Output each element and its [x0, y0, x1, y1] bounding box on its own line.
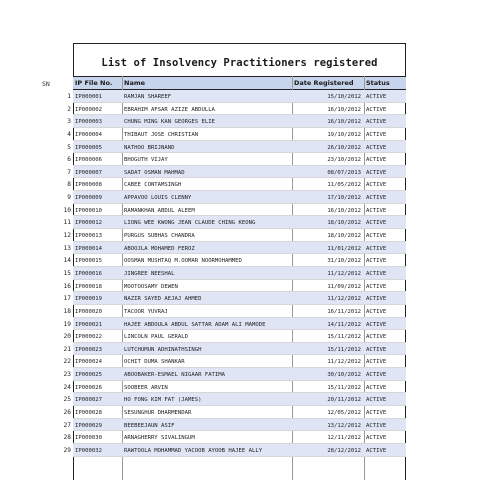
name-cell: HAJEE ABDOULA ABDUL SATTAR ADAM ALI MAMODE — [124, 321, 266, 328]
status-cell: ACTIVE — [366, 435, 387, 442]
date-registered-cell: 11/12/2012 — [327, 359, 361, 366]
page-title: List of Insolvency Practitioners registered — [101, 57, 378, 69]
status-cell: ACTIVE — [366, 144, 387, 151]
status-cell: ACTIVE — [366, 283, 387, 290]
name-cell: OOSMAN MUSHTAQ M.OOMAR NOORMOHAMMED — [124, 258, 242, 265]
date-registered-cell: 16/11/2012 — [327, 308, 361, 315]
ip-file-no-cell: IP000032 — [75, 447, 102, 454]
table-row — [0, 229, 480, 242]
ip-file-no-cell: IP000004 — [75, 131, 102, 138]
status-cell: ACTIVE — [366, 270, 387, 277]
row-serial-number: 14 — [63, 257, 71, 265]
name-cell: RAMANKHAN ABDUL ALEEM — [124, 207, 195, 214]
ip-file-no-cell: IP000024 — [75, 359, 102, 366]
table-row — [0, 267, 480, 280]
name-cell: RAMJAN SHAREEF — [124, 94, 172, 100]
row-serial-number: 2 — [67, 105, 71, 113]
name-cell: APPAVOO LOUIS CLENNY — [124, 195, 192, 202]
status-cell: ACTIVE — [366, 397, 387, 404]
status-cell: ACTIVE — [366, 233, 387, 240]
date-registered-cell: 08/07/2013 — [327, 169, 361, 176]
ip-file-no-cell: IP000022 — [75, 334, 102, 341]
date-registered-cell: 12/05/2012 — [327, 410, 361, 417]
name-cell: SADAT OSMAN MAHMAD — [124, 169, 185, 176]
row-serial-number: 29 — [63, 446, 71, 454]
table-row — [0, 393, 480, 406]
table-row — [0, 216, 480, 229]
date-registered-cell: 13/12/2012 — [327, 422, 361, 429]
ip-file-no-cell: IP000028 — [75, 410, 102, 417]
name-cell: TACOOR YUVRAJ — [124, 308, 168, 315]
ip-file-no-cell: IP000025 — [75, 372, 102, 379]
row-serial-number: 12 — [63, 232, 71, 240]
status-cell: ACTIVE — [366, 447, 387, 454]
date-registered-cell: 11/05/2012 — [327, 182, 361, 189]
date-registered-cell: 11/12/2012 — [327, 296, 361, 303]
row-serial-number: 24 — [63, 383, 71, 391]
date-registered-cell: 12/11/2012 — [327, 435, 361, 442]
table-row — [0, 330, 480, 343]
date-registered-cell: 23/10/2012 — [327, 157, 361, 164]
ip-file-no-cell: IP000029 — [75, 422, 102, 429]
row-serial-number: 3 — [67, 118, 71, 126]
row-serial-number: 26 — [63, 409, 71, 417]
name-cell: JINGREE NEESHAL — [124, 270, 175, 277]
name-cell: NATHOO BRIJNAND — [124, 144, 175, 151]
status-cell: ACTIVE — [366, 422, 387, 429]
table-row — [0, 305, 480, 318]
name-cell: CHUNG MING KAN GEORGES ELIE — [124, 119, 215, 126]
date-registered-cell: 16/10/2012 — [327, 119, 361, 126]
status-cell: ACTIVE — [366, 384, 387, 391]
name-cell: BHOGUTH VIJAY — [124, 157, 168, 164]
table-row — [0, 292, 480, 305]
name-cell: ABOOBAKER-ESMAEL NIGAAR FATIMA — [124, 372, 226, 379]
status-cell: ACTIVE — [366, 410, 387, 417]
name-cell: LUTCHUMUN ADHINATHSINGH — [124, 346, 202, 353]
table-row — [0, 318, 480, 331]
header-status: Status — [366, 79, 390, 87]
row-serial-number: 19 — [63, 320, 71, 328]
status-cell: ACTIVE — [366, 308, 387, 315]
ip-file-no-cell: IP000018 — [75, 283, 102, 290]
row-serial-number: 23 — [63, 371, 71, 379]
table-row — [0, 103, 480, 116]
status-cell: ACTIVE — [366, 296, 387, 303]
status-cell: ACTIVE — [366, 258, 387, 265]
row-serial-number: 28 — [63, 434, 71, 442]
ip-file-no-cell: IP000007 — [75, 169, 102, 176]
row-serial-number: 16 — [63, 282, 71, 290]
row-serial-number: 10 — [63, 206, 71, 214]
table-row — [0, 204, 480, 217]
date-registered-cell: 15/11/2012 — [327, 346, 361, 353]
row-serial-number: 22 — [63, 358, 71, 366]
row-serial-number: 15 — [63, 269, 71, 277]
status-cell: ACTIVE — [366, 346, 387, 353]
name-cell: SOOBEER ARVIN — [124, 384, 168, 391]
table-row — [0, 368, 480, 381]
ip-file-no-cell: IP000020 — [75, 308, 102, 315]
row-serial-number: 6 — [67, 156, 71, 164]
ip-file-no-cell: IP000015 — [75, 258, 102, 265]
table-row — [0, 381, 480, 394]
name-cell: ARNAGHERRY SIVALINGUM — [124, 435, 195, 442]
ip-file-no-cell: IP000009 — [75, 195, 102, 202]
ip-file-no-cell: IP000030 — [75, 435, 102, 442]
status-cell: ACTIVE — [366, 131, 387, 138]
status-cell: ACTIVE — [366, 372, 387, 379]
ip-file-no-cell: IP000006 — [75, 157, 102, 164]
name-cell: MOOTOOSAMY DEWEN — [124, 283, 178, 290]
status-cell: ACTIVE — [366, 359, 387, 366]
date-registered-cell: 18/10/2012 — [327, 233, 361, 240]
status-cell: ACTIVE — [366, 169, 387, 176]
ip-file-no-cell: IP000010 — [75, 207, 102, 214]
row-serial-number: 9 — [67, 194, 71, 202]
date-registered-cell: 11/09/2012 — [327, 283, 361, 290]
table-row — [0, 242, 480, 255]
status-cell: ACTIVE — [366, 106, 387, 113]
header-ip-file-no: IP File No. — [75, 79, 113, 87]
status-cell: ACTIVE — [366, 119, 387, 126]
status-cell: ACTIVE — [366, 94, 387, 100]
name-cell: THIBAUT JOSE CHRISTIAN — [124, 131, 199, 138]
date-registered-cell: 28/12/2012 — [327, 447, 361, 454]
date-registered-cell: 30/10/2012 — [327, 372, 361, 379]
table-body — [0, 90, 480, 457]
ip-file-no-cell: IP000001 — [75, 94, 102, 100]
header-date-registered: Date Registered — [294, 79, 354, 87]
row-serial-number: 11 — [63, 219, 71, 227]
table-row — [0, 90, 480, 103]
ip-file-no-cell: IP000027 — [75, 397, 102, 404]
name-cell: LINCOLN PAUL GERALD — [124, 334, 188, 341]
name-cell: CABEE CONTAMSINGH — [124, 182, 182, 189]
table-row — [0, 431, 480, 444]
ip-file-no-cell: IP000008 — [75, 182, 102, 189]
name-cell: PURGUS SUBHAS CHANDRA — [124, 233, 195, 240]
date-registered-cell: 11/01/2012 — [327, 245, 361, 252]
status-cell: ACTIVE — [366, 245, 387, 252]
ip-file-no-cell: IP000019 — [75, 296, 102, 303]
name-cell: ABOOJLA MOHAMED FEROZ — [124, 245, 195, 252]
row-serial-number: 18 — [63, 307, 71, 315]
row-serial-number: 25 — [63, 396, 71, 404]
row-serial-number: 7 — [67, 168, 71, 176]
table-row — [0, 166, 480, 179]
ip-file-no-cell: IP000014 — [75, 245, 102, 252]
date-registered-cell: 19/10/2012 — [327, 131, 361, 138]
name-cell: RAWTOOLA MOHAMMAD YACOOB AYOOB HAJEE ALLY — [124, 447, 263, 454]
row-serial-number: 5 — [67, 143, 71, 151]
name-cell: SESUNGHUR DHARMENDAR — [124, 410, 192, 417]
date-registered-cell: 31/10/2012 — [327, 258, 361, 265]
row-serial-number: 21 — [63, 345, 71, 353]
table-row — [0, 178, 480, 191]
header-name: Name — [124, 79, 146, 87]
ip-file-no-cell: IP000013 — [75, 233, 102, 240]
date-registered-cell: 26/10/2012 — [327, 144, 361, 151]
date-registered-cell: 11/12/2012 — [327, 270, 361, 277]
status-cell: ACTIVE — [366, 334, 387, 341]
status-cell: ACTIVE — [366, 220, 387, 227]
date-registered-cell: 17/10/2012 — [327, 195, 361, 202]
status-cell: ACTIVE — [366, 182, 387, 189]
ip-file-no-cell: IP000002 — [75, 106, 102, 113]
name-cell: LIONG WEE KWONG JEAN CLAUDE CHING KEONG — [124, 220, 256, 227]
sn-column-header: SN — [42, 80, 50, 88]
date-registered-cell: 16/10/2012 — [327, 207, 361, 214]
table-row — [0, 343, 480, 356]
table-row — [0, 406, 480, 419]
status-cell: ACTIVE — [366, 207, 387, 214]
date-registered-cell: 15/10/2012 — [327, 94, 361, 100]
ip-file-no-cell: IP000005 — [75, 144, 102, 151]
row-serial-number: 1 — [67, 93, 71, 100]
date-registered-cell: 18/10/2012 — [327, 220, 361, 227]
date-registered-cell: 14/11/2012 — [327, 321, 361, 328]
table-row — [0, 141, 480, 154]
ip-file-no-cell: IP000003 — [75, 119, 102, 126]
name-cell: BEEBEEJAUN ASIF — [124, 422, 175, 429]
table-row — [0, 115, 480, 128]
ip-file-no-cell: IP000012 — [75, 220, 102, 227]
table-row — [0, 444, 480, 457]
ip-file-no-cell: IP000016 — [75, 270, 102, 277]
name-cell: EBRAHIM AFSAR AZIZE ABDULLA — [124, 106, 215, 113]
date-registered-cell: 15/11/2012 — [327, 384, 361, 391]
table-row — [0, 128, 480, 141]
date-registered-cell: 20/11/2012 — [327, 397, 361, 404]
ip-file-no-cell: IP000021 — [75, 321, 102, 328]
table-row — [0, 280, 480, 293]
name-cell: HO FONG KIM FAT (JAMES) — [124, 397, 202, 404]
name-cell: NAZIR SAYED AEJAJ AHMED — [124, 296, 202, 303]
table-row — [0, 153, 480, 166]
table-row — [0, 355, 480, 368]
row-serial-number: 8 — [67, 181, 71, 189]
row-serial-number: 13 — [63, 244, 71, 252]
row-serial-number: 17 — [63, 295, 71, 303]
row-serial-number: 4 — [67, 130, 71, 138]
status-cell: ACTIVE — [366, 157, 387, 164]
date-registered-cell: 16/10/2012 — [327, 106, 361, 113]
status-cell: ACTIVE — [366, 321, 387, 328]
date-registered-cell: 15/11/2012 — [327, 334, 361, 341]
row-serial-number: 27 — [63, 421, 71, 429]
status-cell: ACTIVE — [366, 195, 387, 202]
table-row — [0, 419, 480, 432]
ip-file-no-cell: IP000026 — [75, 384, 102, 391]
table-row — [0, 191, 480, 204]
name-cell: OCHIT DUMA SHANKAR — [124, 359, 185, 366]
row-serial-number: 20 — [63, 333, 71, 341]
ip-file-no-cell: IP000023 — [75, 346, 102, 353]
table-row — [0, 254, 480, 267]
